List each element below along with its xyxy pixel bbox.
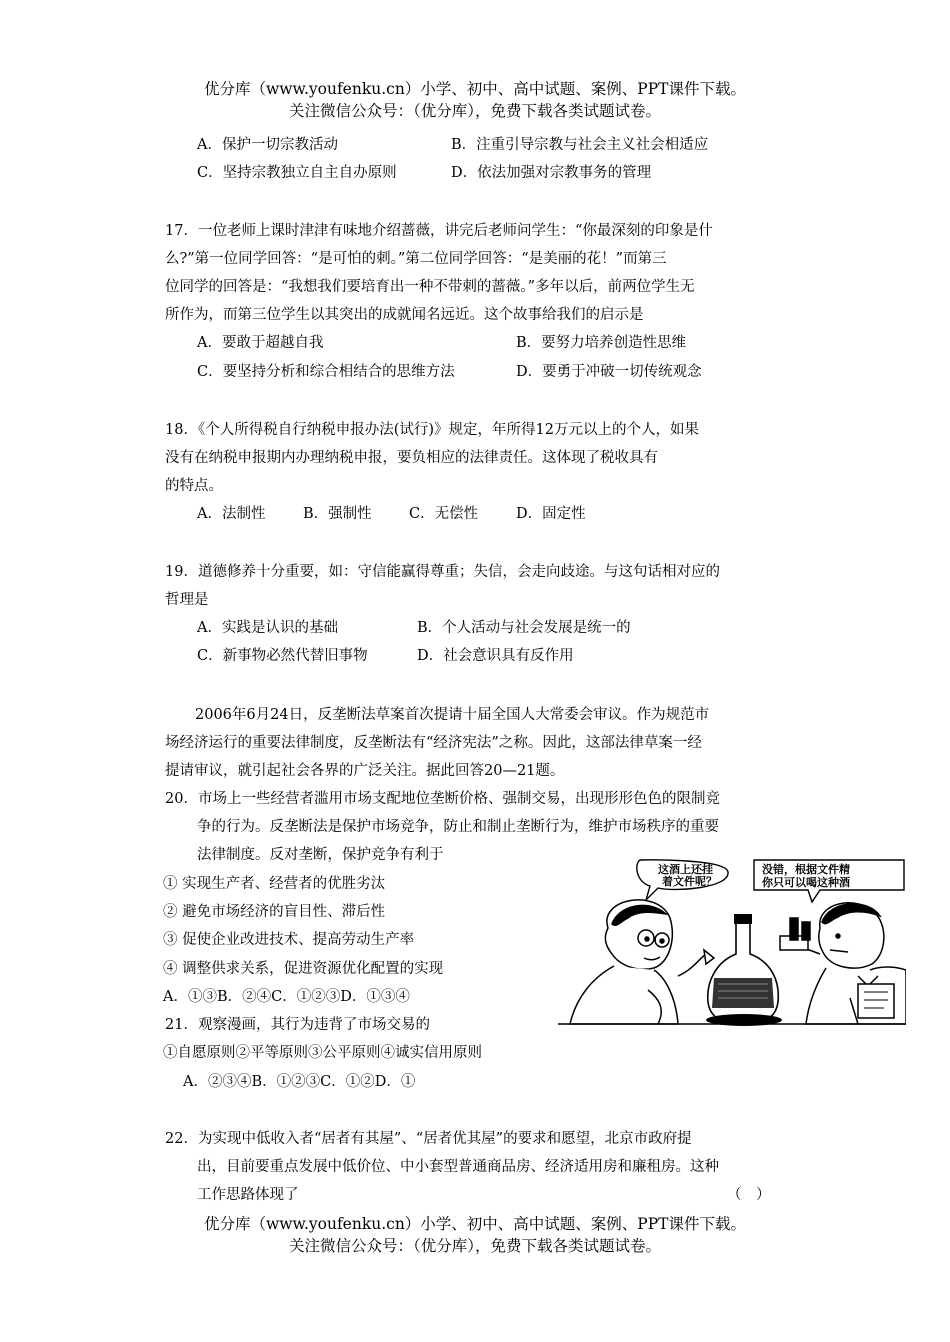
q20-choice-b: B．②④	[216, 989, 272, 1005]
header-line-2: 关注微信公众号：（优分库），免费下载各类试题试卷。	[288, 102, 661, 120]
q18-stem-line: 的特点。	[165, 478, 223, 494]
q17-option-b: B．要努力培养创造性思维	[516, 335, 687, 351]
q18-option-c: C．无偿性	[409, 506, 479, 522]
material-line: 场经济运行的重要法律制度，反垄断法有“经济宪法”之称。因此，这部法律草案一经	[165, 735, 702, 751]
q16-option-c: C．坚持宗教独立自主自办原则	[197, 165, 397, 181]
q20-choice-a: A．①③	[163, 989, 217, 1005]
q20-stem-line: 法律制度。反对垄断，保护竞争有利于	[197, 847, 444, 863]
footer-line-2: 关注微信公众号：（优分库），免费下载各类试题试卷。	[288, 1237, 661, 1255]
q17-stem-line: 么?”第一位同学回答：“是可怕的刺。”第二位同学回答：“是美丽的花！”而第三	[165, 251, 667, 267]
q19-option-d: D．社会意识具有反作用	[417, 648, 574, 664]
q18-stem-line: 没有在纳税申报期内办理纳税申报，要负相应的法律责任。这体现了税收具有	[165, 450, 658, 466]
q20-choice-c: C．①②③	[271, 989, 341, 1005]
q20-item: ④ 调整供求关系，促进资源优化配置的实现	[163, 961, 444, 977]
page-footer	[0, 1213, 950, 1257]
material-line: 提请审议，就引起社会各界的广泛关注。据此回答20—21题。	[165, 763, 565, 779]
q21-choice-d: D．①	[374, 1074, 416, 1090]
q20-item: ① 实现生产者、经营者的优胜劣汰	[163, 876, 386, 892]
q21-answer-choices	[183, 1072, 415, 1092]
q16-option-a: A．保护一切宗教活动	[197, 137, 338, 153]
q21-items: ①自愿原则②平等原则③公平原则④诚实信用原则	[163, 1045, 482, 1061]
q20-item: ③ 促使企业改进技术、提高劳动生产率	[163, 932, 415, 948]
waiter-figure	[780, 903, 906, 1024]
q22-stem-line: 22．为实现中低收入者“居者有其屋”、“居者优其屋”的要求和愿望，北京市政府提	[165, 1131, 692, 1147]
q16-option-d: D．依法加强对宗教事务的管理	[451, 165, 652, 181]
q17-stem-line: 位同学的回答是：“我想我们要培育出一种不带刺的蔷薇。”多年以后，前两位学生无	[165, 279, 695, 295]
cartoon-illustration	[558, 858, 906, 1026]
q22-stem-line: 工作思路体现了	[197, 1187, 299, 1203]
q17-option-c: C．要坚持分析和综合相结合的思维方法	[197, 364, 455, 380]
q18-option-a: A．法制性	[197, 506, 266, 522]
q22-stem-line: 出，目前要重点发展中低价位、中小套型普通商品房、经济适用房和廉租房。这种	[197, 1159, 719, 1175]
q20-stem-line: 20．市场上一些经营者滥用市场支配地位垄断价格、强制交易，出现形形色色的限制竞	[165, 791, 720, 807]
bubble-right-line1: 没错，根据文件精	[762, 863, 850, 876]
q18-option-d: D．固定性	[516, 506, 586, 522]
customer-figure	[570, 900, 714, 1024]
q21-choice-a: A．②③④	[183, 1074, 252, 1090]
q20-answer-choices	[163, 987, 410, 1007]
q19-option-c: C．新事物必然代替旧事物	[197, 648, 368, 664]
q19-stem-line: 19．道德修养十分重要，如：守信能赢得尊重；失信，会走向歧途。与这句话相对应的	[165, 564, 720, 580]
q19-option-a: A．实践是认识的基础	[197, 620, 338, 636]
q17-option-d: D．要勇于冲破一切传统观念	[516, 364, 702, 380]
bubble-left-line1: 这酒上还挂	[658, 863, 713, 876]
q19-option-b: B．个人活动与社会发展是统一的	[417, 620, 631, 636]
bubble-right-line2: 你只可以喝这种酒	[762, 876, 850, 889]
speech-bubble-right	[754, 860, 904, 902]
q17-stem-line: 17．一位老师上课时津津有味地介绍蔷薇，讲完后老师问学生：“你最深刻的印象是什	[165, 223, 713, 239]
q17-option-a: A．要敢于超越自我	[197, 335, 324, 351]
q18-option-b: B．强制性	[303, 506, 372, 522]
q22-answer-blank: （ ）	[727, 1187, 771, 1203]
q20-item: ② 避免市场经济的盲目性、滞后性	[163, 904, 386, 920]
bubble-left-line2: 着文件呢？	[662, 875, 717, 888]
material-line: 2006年6月24日，反垄断法草案首次提请十届全国人大常委会审议。作为规范市	[195, 707, 710, 723]
q19-stem-line: 哲理是	[165, 592, 209, 608]
q17-stem-line: 所作为，而第三位学生以其突出的成就闻名远近。这个故事给我们的启示是	[165, 307, 644, 323]
speech-bubble-left	[637, 860, 728, 900]
q20-choice-d: D．①③④	[340, 989, 410, 1005]
header-line-1: 优分库（www.youfenku.cn）小学、初中、高中试题、案例、PPT课件下载。	[203, 80, 747, 98]
q21-choice-b: B．①②③	[251, 1074, 321, 1090]
q20-stem-line: 争的行为。反垄断法是保护市场竞争，防止和制止垄断行为，维护市场秩序的重要	[197, 819, 719, 835]
wine-bottle	[706, 914, 782, 1026]
q16-option-b: B．注重引导宗教与社会主义社会相适应	[451, 137, 709, 153]
q18-stem-line: 18．《个人所得税自行纳税申报办法(试行)》规定，年所得12万元以上的个人，如果	[165, 422, 699, 438]
footer-line-1: 优分库（www.youfenku.cn）小学、初中、高中试题、案例、PPT课件下载。	[203, 1215, 747, 1233]
q21-stem: 21．观察漫画，其行为违背了市场交易的	[165, 1017, 430, 1033]
q21-choice-c: C．①②	[320, 1074, 375, 1090]
page-header	[0, 78, 950, 122]
